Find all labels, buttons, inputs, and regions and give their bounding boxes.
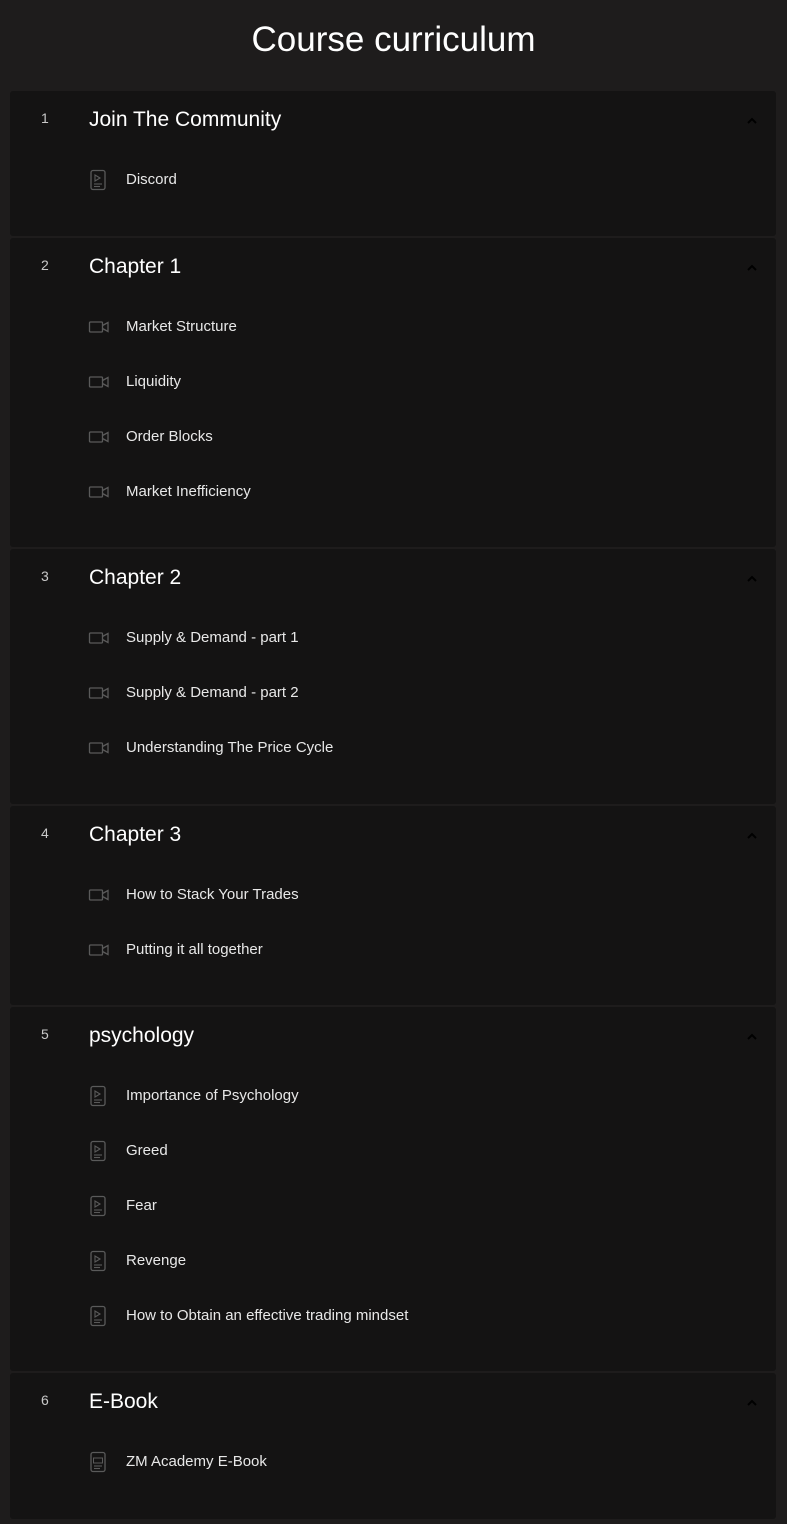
lesson-item[interactable]	[88, 167, 748, 193]
chevron-up-icon[interactable]	[745, 261, 759, 275]
lesson-item[interactable]	[88, 882, 748, 908]
section-title[interactable]: Chapter 2	[89, 566, 182, 589]
curriculum-section	[10, 806, 776, 1005]
section-number: 2	[41, 257, 49, 273]
chevron-up-icon[interactable]	[745, 572, 759, 586]
section-number: 5	[41, 1026, 49, 1042]
section-title[interactable]: Chapter 3	[89, 823, 182, 846]
lesson-item[interactable]	[88, 479, 748, 505]
document-icon	[88, 1085, 110, 1107]
lesson-label: Importance of Psychology	[126, 1087, 299, 1104]
section-title[interactable]: psychology	[89, 1024, 195, 1047]
lesson-label: Liquidity	[126, 373, 182, 390]
lesson-label: Order Blocks	[126, 428, 213, 445]
document-icon	[88, 1250, 110, 1272]
section-title[interactable]: E-Book	[89, 1390, 158, 1413]
video-icon	[88, 627, 110, 649]
video-icon	[88, 481, 110, 503]
document-icon	[88, 169, 110, 191]
section-title[interactable]: Chapter 1	[89, 255, 182, 278]
curriculum-section	[10, 1373, 776, 1519]
lesson-label: Greed	[126, 1142, 168, 1159]
lesson-item[interactable]	[88, 1193, 748, 1219]
pdf-icon	[88, 1451, 110, 1473]
document-icon	[88, 1305, 110, 1327]
lesson-label: Understanding The Price Cycle	[126, 739, 334, 756]
lesson-item[interactable]	[88, 1303, 748, 1329]
lesson-label: Supply & Demand - part 1	[126, 629, 299, 646]
lesson-label: Putting it all together	[126, 941, 263, 958]
section-number: 6	[41, 1392, 49, 1408]
lesson-label: Discord	[126, 171, 177, 188]
video-icon	[88, 426, 110, 448]
lesson-label: Supply & Demand - part 2	[126, 684, 299, 701]
lesson-item[interactable]	[88, 680, 748, 706]
curriculum-section	[10, 91, 776, 236]
video-icon	[88, 316, 110, 338]
chevron-up-icon[interactable]	[745, 829, 759, 843]
lesson-label: How to Obtain an effective trading mindset	[126, 1307, 409, 1324]
lesson-label: Market Structure	[126, 318, 237, 335]
document-icon	[88, 1195, 110, 1217]
page-title: Course curriculum	[251, 20, 536, 59]
lesson-label: Revenge	[126, 1252, 187, 1269]
lesson-item[interactable]	[88, 735, 748, 761]
document-icon	[88, 1140, 110, 1162]
lesson-item[interactable]	[88, 625, 748, 651]
section-number: 3	[41, 568, 49, 584]
video-icon	[88, 737, 110, 759]
section-number: 1	[41, 110, 49, 126]
lesson-item[interactable]	[88, 424, 748, 450]
lesson-item[interactable]	[88, 314, 748, 340]
curriculum-section	[10, 549, 776, 804]
lesson-label: How to Stack Your Trades	[126, 886, 299, 903]
lesson-item[interactable]	[88, 1449, 748, 1475]
lesson-label: ZM Academy E-Book	[126, 1453, 267, 1470]
chevron-up-icon[interactable]	[745, 114, 759, 128]
video-icon	[88, 884, 110, 906]
chevron-up-icon[interactable]	[745, 1396, 759, 1410]
section-title[interactable]: Join The Community	[89, 108, 282, 131]
video-icon	[88, 939, 110, 961]
lesson-item[interactable]	[88, 1083, 748, 1109]
lesson-item[interactable]	[88, 937, 748, 963]
curriculum-section	[10, 1007, 776, 1371]
lesson-label: Fear	[126, 1197, 157, 1214]
lesson-item[interactable]	[88, 369, 748, 395]
curriculum-section	[10, 238, 776, 547]
section-number: 4	[41, 825, 49, 841]
video-icon	[88, 682, 110, 704]
video-icon	[88, 371, 110, 393]
lesson-item[interactable]	[88, 1138, 748, 1164]
lesson-label: Market Inefficiency	[126, 483, 251, 500]
chevron-up-icon[interactable]	[745, 1030, 759, 1044]
lesson-item[interactable]	[88, 1248, 748, 1274]
